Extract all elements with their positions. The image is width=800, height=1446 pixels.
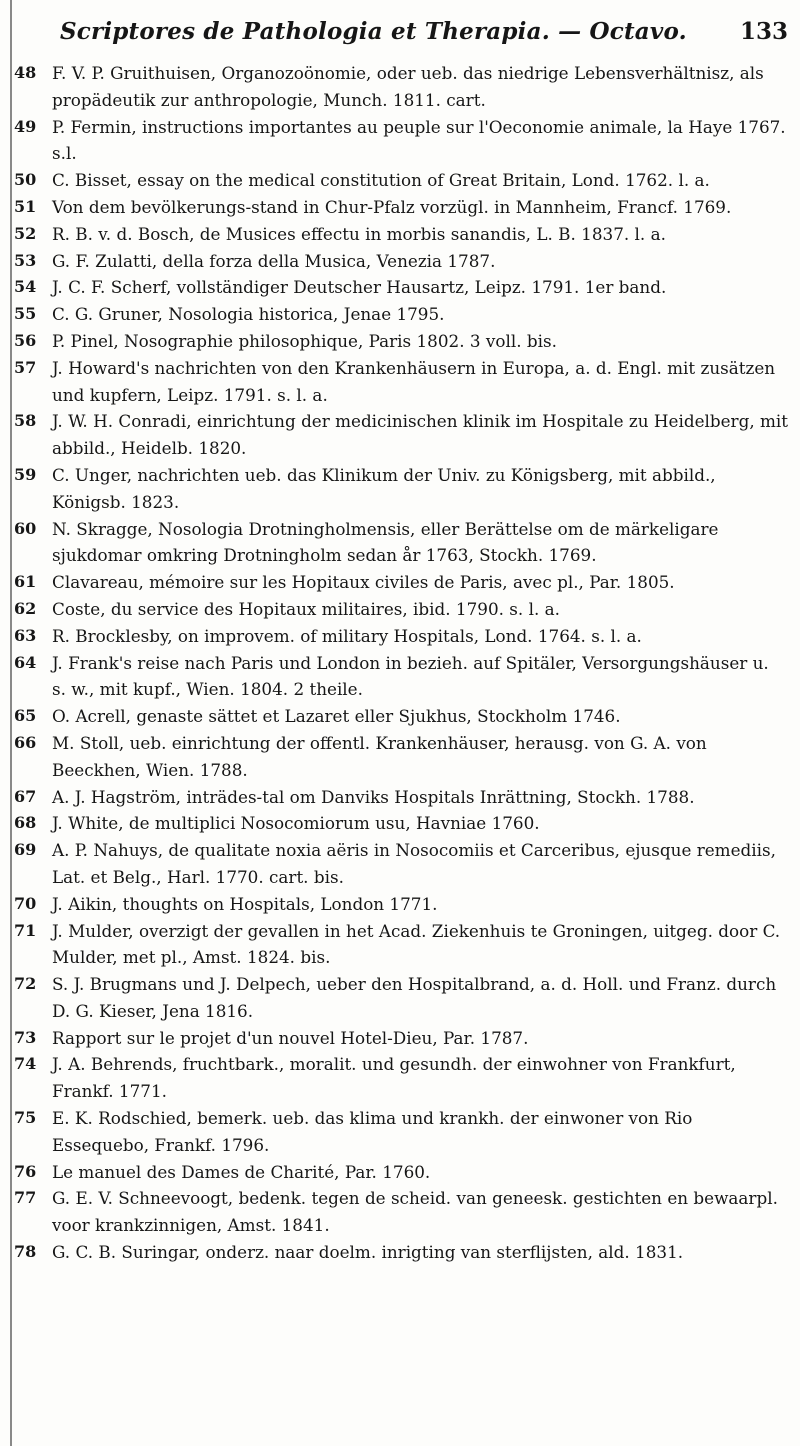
entry-text: O. Acrell, genaste sättet et Lazaret eller Sjukhus, Stockholm 1746. bbox=[52, 706, 621, 727]
bibliography-entry bbox=[0, 1025, 800, 1052]
bibliography-entry bbox=[0, 194, 800, 221]
entry-text: P. Fermin, instructions importantes au peuple sur l'Oeconomie animale, la Haye 1767. s.l. bbox=[52, 116, 786, 164]
bibliography-entry bbox=[0, 1051, 800, 1105]
entry-text: C. G. Gruner, Nosologia historica, Jenae 1795. bbox=[52, 304, 445, 325]
entry-text: E. K. Rodschied, bemerk. ueb. das klima und krankh. der einwoner von Rio Essequebo, Frankf. 1796. bbox=[52, 1108, 693, 1155]
entry-number: 62 bbox=[14, 598, 37, 618]
bibliography-entry bbox=[0, 918, 800, 972]
entry-text: G. E. V. Schneevoogt, bedenk. tegen de scheid. van geneesk. gestichten en bewaarpl. voor krankzinnigen, Amst. 1841. bbox=[52, 1188, 778, 1236]
entry-number: 68 bbox=[14, 813, 37, 833]
entry-number: 63 bbox=[14, 625, 37, 645]
bibliography-entry bbox=[0, 516, 800, 570]
entry-text: Clavareau, mémoire sur les Hopitaux civiles de Paris, avec pl., Par. 1805. bbox=[52, 572, 675, 593]
bibliography-entry bbox=[0, 650, 800, 704]
bibliography-entry bbox=[0, 1105, 800, 1159]
entry-number: 55 bbox=[14, 304, 37, 324]
entry-text: Le manuel des Dames de Charité, Par. 1760. bbox=[52, 1161, 431, 1182]
entry-text: A. P. Nahuys, de qualitate noxia aëris in Nosocomiis et Carceribus, ejusque remediis, Lat. et Belg., Harl. 1770. cart. bis. bbox=[52, 840, 776, 887]
entry-text: G. C. B. Suringar, onderz. naar doelm. inrigting van sterflijsten, ald. 1831. bbox=[52, 1242, 684, 1263]
bibliography-list bbox=[0, 60, 800, 1266]
entry-text: G. F. Zulatti, della forza della Musica, Venezia 1787. bbox=[52, 250, 496, 271]
bibliography-entry bbox=[0, 1185, 800, 1239]
entry-text: J. A. Behrends, fruchtbark., moralit. und gesundh. der einwohner von Frankfurt, Frankf. 1771. bbox=[52, 1054, 736, 1102]
bibliography-entry bbox=[0, 891, 800, 918]
entry-number: 54 bbox=[14, 277, 37, 297]
bibliography-entry bbox=[0, 221, 800, 248]
bibliography-entry bbox=[0, 837, 800, 891]
entry-text: C. Bisset, essay on the medical constitution of Great Britain, Lond. 1762. l. a. bbox=[52, 170, 710, 191]
bibliography-entry bbox=[0, 730, 800, 784]
entry-text: R. B. v. d. Bosch, de Musices effectu in morbis sanandis, L. B. 1837. l. a. bbox=[52, 223, 666, 244]
entry-number: 59 bbox=[14, 464, 37, 484]
entry-number: 57 bbox=[14, 357, 37, 377]
bibliography-entry bbox=[0, 462, 800, 516]
entry-text: A. J. Hagström, inträdes-tal om Danviks Hospitals Inrättning, Stockh. 1788. bbox=[52, 786, 695, 807]
entry-number: 58 bbox=[14, 411, 37, 431]
entry-text: P. Pinel, Nosographie philosophique, Paris 1802. 3 voll. bis. bbox=[52, 330, 557, 351]
entry-number: 67 bbox=[14, 786, 37, 806]
entry-number: 78 bbox=[14, 1242, 37, 1262]
entry-number: 65 bbox=[14, 706, 37, 726]
entry-number: 70 bbox=[14, 893, 37, 913]
entry-number: 52 bbox=[14, 223, 37, 243]
entry-text: J. Mulder, overzigt der gevallen in het Acad. Ziekenhuis te Groningen, uitgeg. door C. Mulder, met pl., Amst. 1824. bis. bbox=[52, 920, 781, 968]
entry-number: 66 bbox=[14, 732, 37, 752]
bibliography-entry bbox=[0, 355, 800, 409]
entry-text: J. White, de multiplici Nosocomiorum usu, Havniae 1760. bbox=[52, 813, 540, 834]
entry-text: S. J. Brugmans und J. Delpech, ueber den Hospitalbrand, a. d. Holl. und Franz. durch D. G. Kieser, Jena 1816. bbox=[52, 974, 777, 1021]
bibliography-entry bbox=[0, 1159, 800, 1186]
entry-number: 53 bbox=[14, 250, 37, 270]
entry-number: 76 bbox=[14, 1161, 37, 1181]
entry-number: 71 bbox=[14, 920, 37, 940]
entry-text: J. W. H. Conradi, einrichtung der medicinischen klinik im Hospitale zu Heidelberg, mit abbild., Heidelb. 1820. bbox=[52, 411, 789, 459]
entry-number: 49 bbox=[14, 116, 37, 136]
entry-number: 60 bbox=[14, 518, 37, 538]
entry-number: 69 bbox=[14, 840, 37, 860]
page-number: 133 bbox=[739, 18, 788, 45]
entry-text: N. Skragge, Nosologia Drotningholmensis, eller Berättelse om de märkeligare sjukdomar omkring Drotningholm sedan år 1763, Stockh. 1769. bbox=[52, 518, 719, 566]
entry-number: 73 bbox=[14, 1027, 37, 1047]
page-header bbox=[60, 10, 788, 56]
bibliography-entry bbox=[0, 703, 800, 730]
entry-text: M. Stoll, ueb. einrichtung der offentl. Krankenhäuser, herausg. von G. A. von Beeckhen, Wien. 1788. bbox=[52, 732, 707, 780]
entry-number: 72 bbox=[14, 974, 37, 994]
bibliography-entry bbox=[0, 596, 800, 623]
entry-text: Rapport sur le projet d'un nouvel Hotel-Dieu, Par. 1787. bbox=[52, 1027, 529, 1048]
entry-number: 51 bbox=[14, 196, 37, 216]
entry-text: J. Frank's reise nach Paris und London in bezieh. auf Spitäler, Versorgungshäuser u. s. w., mit kupf., Wien. 1804. 2 theile. bbox=[52, 652, 769, 700]
entry-number: 50 bbox=[14, 170, 37, 190]
entry-text: J. Aikin, thoughts on Hospitals, London 1771. bbox=[52, 893, 438, 914]
bibliography-entry bbox=[0, 328, 800, 355]
bibliography-entry bbox=[0, 623, 800, 650]
entry-text: J. C. F. Scherf, vollständiger Deutscher Hausartz, Leipz. 1791. 1er band. bbox=[52, 277, 667, 298]
entry-text: Von dem bevölkerungs-stand in Chur-Pfalz vorzügl. in Mannheim, Francf. 1769. bbox=[52, 196, 732, 217]
bibliography-entry bbox=[0, 408, 800, 462]
entry-number: 56 bbox=[14, 330, 37, 350]
entry-text: Coste, du service des Hopitaux militaires, ibid. 1790. s. l. a. bbox=[52, 598, 560, 619]
entry-number: 74 bbox=[14, 1054, 37, 1074]
entry-text: J. Howard's nachrichten von den Krankenhäusern in Europa, a. d. Engl. mit zusätzen und kupfern, Leipz. 1791. s. l. a. bbox=[52, 357, 776, 405]
bibliography-entry bbox=[0, 167, 800, 194]
bibliography-entry bbox=[0, 60, 800, 114]
entry-number: 75 bbox=[14, 1108, 37, 1128]
entry-number: 64 bbox=[14, 652, 37, 672]
bibliography-entry bbox=[0, 1239, 800, 1266]
running-title: Scriptores de Pathologia et Therapia. — Octavo. bbox=[60, 18, 687, 45]
bibliography-entry bbox=[0, 810, 800, 837]
bibliography-entry bbox=[0, 248, 800, 275]
entry-text: R. Brocklesby, on improvem. of military Hospitals, Lond. 1764. s. l. a. bbox=[52, 625, 642, 646]
entry-number: 61 bbox=[14, 572, 37, 592]
bibliography-entry bbox=[0, 301, 800, 328]
bibliography-entry bbox=[0, 114, 800, 168]
entry-number: 77 bbox=[14, 1188, 37, 1208]
bibliography-entry bbox=[0, 274, 800, 301]
bibliography-entry bbox=[0, 971, 800, 1025]
bibliography-entry bbox=[0, 569, 800, 596]
entry-text: C. Unger, nachrichten ueb. das Klinikum der Univ. zu Königsberg, mit abbild., Königsb. 1823. bbox=[52, 464, 716, 512]
entry-number: 48 bbox=[14, 63, 37, 82]
bibliography-entry bbox=[0, 784, 800, 811]
entry-text: F. V. P. Gruithuisen, Organozoönomie, oder ueb. das niedrige Lebensverhältnisz, als propädeutik zur anthropologie, Munch. 1811. cart. bbox=[52, 63, 764, 110]
